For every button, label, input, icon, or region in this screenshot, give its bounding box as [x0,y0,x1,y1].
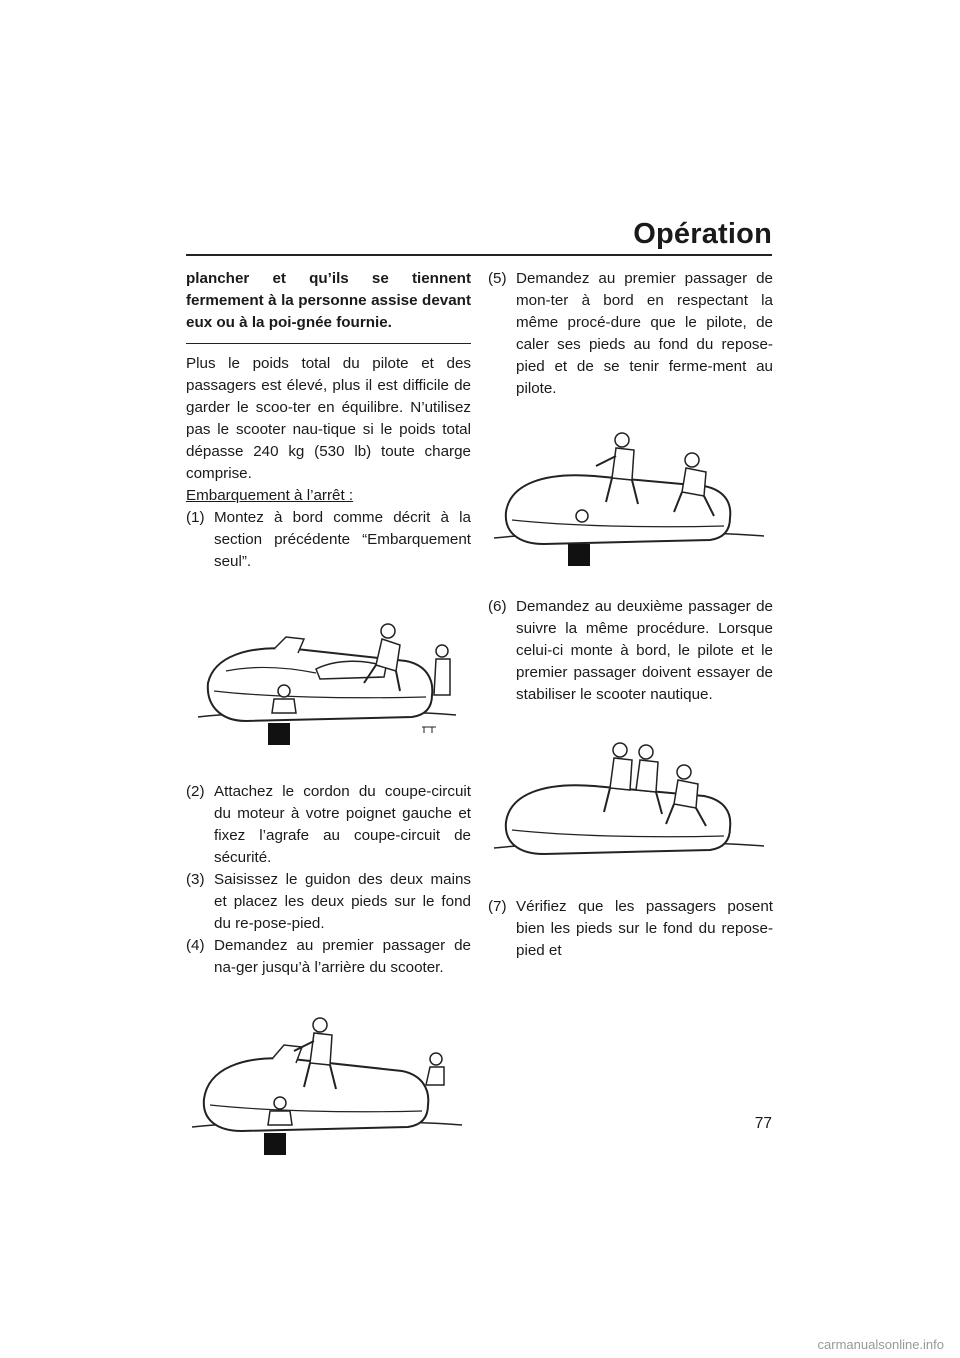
step-text: Vérifiez que les passagers posent bien les pieds sur le fond du repose-pied et [516,898,773,959]
jetski-rider-seated-passenger-swimming-illustration [186,999,471,1174]
page-header-title: Opération [633,218,772,250]
step-number: (5) [488,270,507,287]
step-number: (7) [488,898,507,915]
page-number: 77 [754,1115,772,1132]
step-number: (1) [186,509,205,526]
jetski-passenger-boarding-illustration [488,430,773,580]
warning-end-text: plancher et qu’ils se tiennent fermement à la personne assise devant eux ou à la poi-gnée fournie. [186,270,471,331]
step-2 [186,781,471,869]
footer-url: carmanualsonline.info [817,1337,944,1352]
jetski-second-passenger-boarding-illustration [488,736,773,876]
step-text: Demandez au premier passager de na-ger jusqu’à l’arrière du scooter. [214,937,471,976]
warning-rule [186,343,471,344]
intro-paragraph: Plus le poids total du pilote et des passagers est élevé, plus il est difficile de garder le scoo-ter en équilibre. N’utilisez pas le scooter nau-tique si le poids total dépasse 240 kg (530 lb) toute charge comprise. [186,355,471,482]
step-5 [488,268,773,400]
subheading-boarding-stopped: Embarquement à l’arrêt : [186,487,354,504]
step-number: (4) [186,937,205,954]
step-4 [186,935,471,979]
jetski-rider-boarding-illustration [186,587,471,767]
step-number: (3) [186,871,205,888]
step-number: (2) [186,783,205,800]
step-1 [186,507,471,573]
left-column [186,268,471,1174]
step-number: (6) [488,598,507,615]
step-text: Attachez le cordon du coupe-circuit du moteur à votre poignet gauche et fixez l’agrafe au coupe-circuit de sécurité. [214,783,471,866]
header-rule [186,254,772,256]
step-text: Demandez au premier passager de mon-ter à bord en respectant la même procé-dure que le pilote, de caler ses pieds au fond du repose-pied et de se tenir ferme-ment au pilote. [516,270,773,397]
step-3 [186,869,471,935]
step-text: Saisissez le guidon des deux mains et placez les deux pieds sur le fond du re-pose-pied. [214,871,471,932]
right-column [488,268,773,962]
step-text: Montez à bord comme décrit à la section précédente “Embarquement seul”. [214,509,471,570]
step-7 [488,896,773,962]
step-text: Demandez au deuxième passager de suivre la même procédure. Lorsque celui-ci monte à bord, le pilote et le premier passager doivent essayer de stabiliser le scooter nautique. [516,598,773,703]
step-6 [488,596,773,706]
